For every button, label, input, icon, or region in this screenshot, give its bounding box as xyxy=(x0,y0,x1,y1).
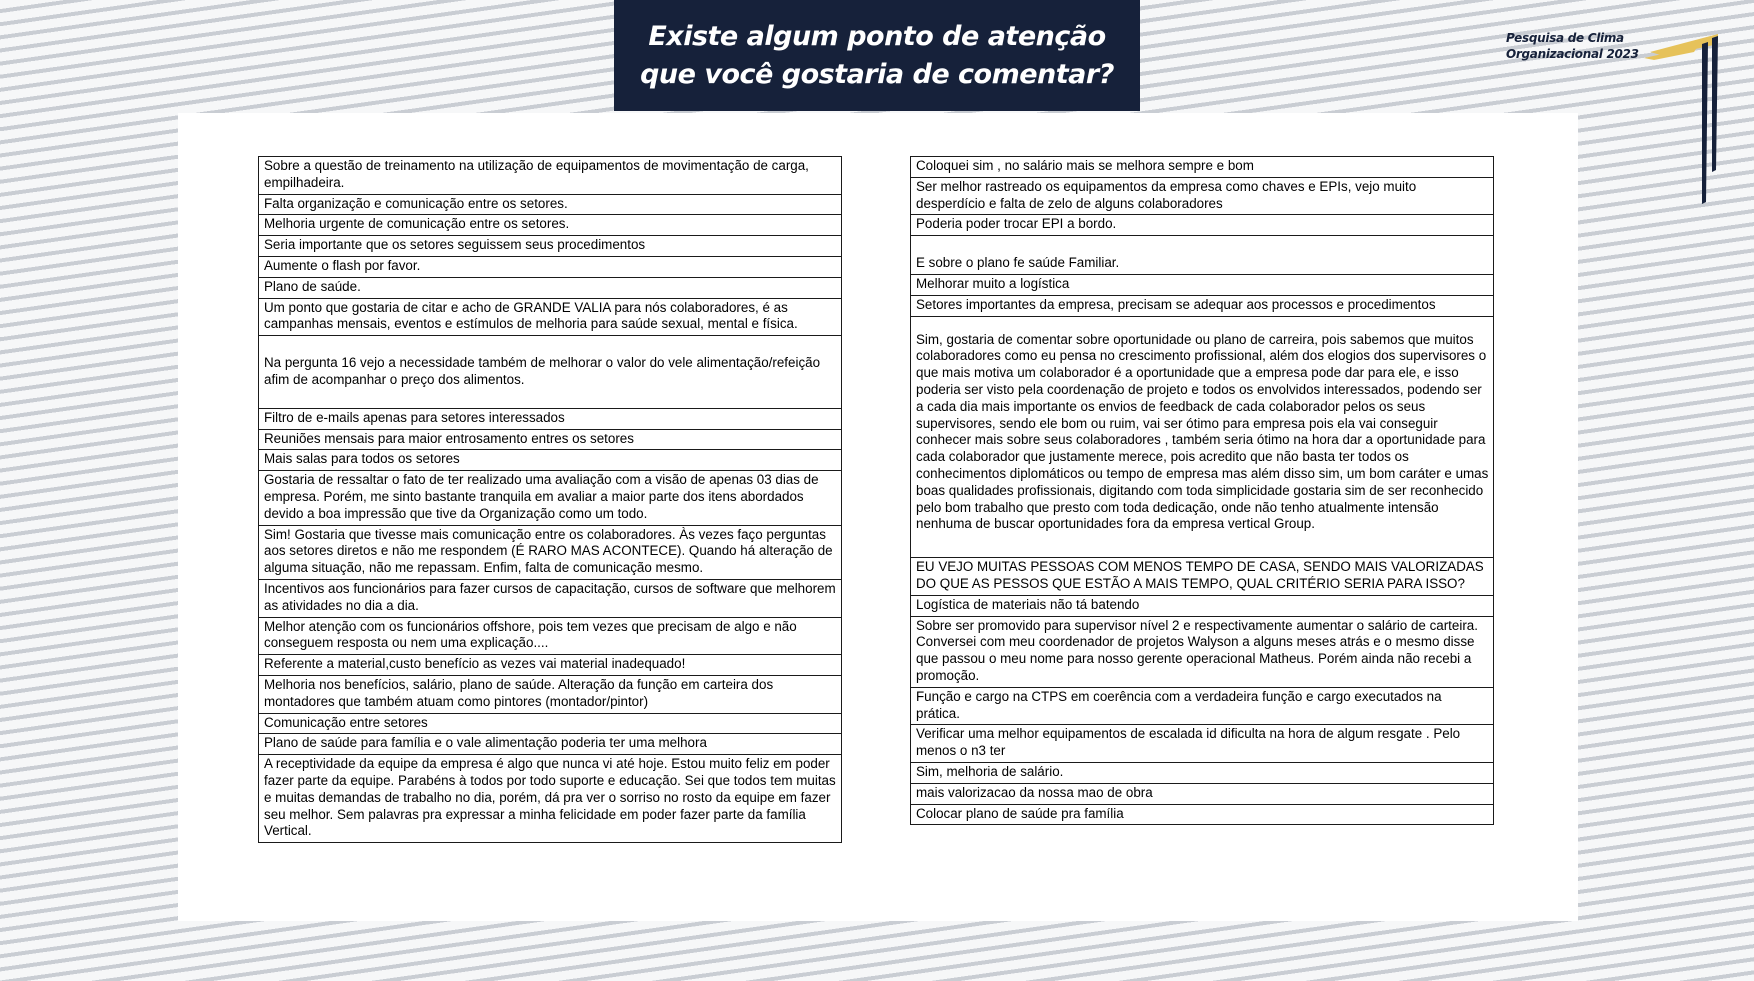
response-cell: Função e cargo na CTPS em coerência com a verdadeira função e cargo executados na prática. xyxy=(911,687,1494,725)
response-cell: mais valorizacao da nossa mao de obra xyxy=(911,783,1494,804)
response-cell: Sobre a questão de treinamento na utilização de equipamentos de movimentação de carga, empilhadeira. xyxy=(259,157,842,195)
title-line-2: que você gostaria de comentar? xyxy=(640,58,1114,90)
response-cell: Melhoria urgente de comunicação entre os setores. xyxy=(259,215,842,236)
table-row xyxy=(911,804,1494,825)
title-line-1: Existe algum ponto de atenção xyxy=(648,20,1106,52)
response-cell: Sim! Gostaria que tivesse mais comunicação entre os colaboradores. Às vezes faço perguntas aos setores diretos e não me respondem (É RARO MAS ACONTECE). Quando há alteração de alguma situação, não me repassam. Enfim, falta de comunicação mesmo. xyxy=(259,525,842,579)
table-row xyxy=(911,316,1494,558)
table-row xyxy=(911,274,1494,295)
response-cell: Reuniões mensais para maior entrosamento entres os setores xyxy=(259,429,842,450)
response-cell: Colocar plano de saúde pra família xyxy=(911,804,1494,825)
response-cell: Melhoria nos benefícios, salário, plano de saúde. Alteração da função em carteira dos montadores que também atuam como pintores (montador/pintor) xyxy=(259,675,842,713)
response-cell: Sobre ser promovido para supervisor nível 2 e respectivamente aumentar o salário de carteira. Conversei com meu coordenador de projetos Walyson a alguns meses atrás e o mesmo disse que passou o meu nome para nosso gerente operacional Matheus. Porém ainda não recebi a promoção. xyxy=(911,616,1494,687)
table-row xyxy=(259,256,842,277)
response-cell: Aumente o flash por favor. xyxy=(259,256,842,277)
table-row xyxy=(259,579,842,617)
responses-table-left xyxy=(258,156,842,843)
table-row xyxy=(911,595,1494,616)
table-row xyxy=(259,525,842,579)
table-row xyxy=(259,277,842,298)
response-cell: A receptividade da equipe da empresa é algo que nunca vi até hoje. Estou muito feliz em poder fazer parte da equipe. Parabéns à todos por todo suporte e educação. Sei que todos tem muitas e muitas demandas de trabalho no dia, porém, dá pra ver o sorriso no rosto da equipe em fazer seu melhor. Sem palavras pra expressar a minha felicidade em poder fazer parte da família Vertical. xyxy=(259,755,842,843)
table-row xyxy=(259,450,842,471)
response-cell: Melhor atenção com os funcionários offshore, pois tem vezes que precisam de algo e não conseguem resposta ou nem uma explicação.... xyxy=(259,617,842,655)
response-cell: Gostaria de ressaltar o fato de ter realizado uma avaliação com a visão de apenas 03 dias de empresa. Porém, me sinto bastante tranquila em avaliar a maior parte dos itens abordados devido a boa impressão que tive da Organização como um todo. xyxy=(259,471,842,525)
response-cell: Seria importante que os setores seguissem seus procedimentos xyxy=(259,236,842,257)
table-row xyxy=(259,471,842,525)
table-row xyxy=(259,408,842,429)
table-row xyxy=(259,655,842,676)
responses-panel xyxy=(178,113,1578,921)
response-cell: Filtro de e-mails apenas para setores interessados xyxy=(259,408,842,429)
response-cell: Na pergunta 16 vejo a necessidade também de melhorar o valor do vele alimentação/refeição afim de acompanhar o preço dos alimentos. xyxy=(259,336,842,409)
response-cell: Um ponto que gostaria de citar e acho de GRANDE VALIA para nós colaboradores, é as campanhas mensais, eventos e estímulos de melhoria para saúde sexual, mental e física. xyxy=(259,298,842,336)
table-row xyxy=(911,558,1494,596)
logo-navy-bar-1 xyxy=(1712,36,1718,172)
response-cell: Incentivos aos funcionários para fazer cursos de capacitação, cursos de software que melhorem as atividades no dia a dia. xyxy=(259,579,842,617)
table-row xyxy=(911,687,1494,725)
response-cell: Logística de materiais não tá batendo xyxy=(911,595,1494,616)
table-row xyxy=(911,157,1494,178)
table-row xyxy=(259,298,842,336)
response-cell: Ser melhor rastreado os equipamentos da empresa como chaves e EPIs, vejo muito desperdício e falta de zelo de alguns colaboradores xyxy=(911,177,1494,215)
table-row xyxy=(911,177,1494,215)
response-cell: Mais salas para todos os setores xyxy=(259,450,842,471)
table-row xyxy=(911,762,1494,783)
table-row xyxy=(259,675,842,713)
response-cell: Sim, melhoria de salário. xyxy=(911,762,1494,783)
response-cell: Falta organização e comunicação entre os setores. xyxy=(259,194,842,215)
table-row xyxy=(259,236,842,257)
response-cell: Referente a material,custo benefício as vezes vai material inadequado! xyxy=(259,655,842,676)
table-row xyxy=(911,616,1494,687)
response-cell: Plano de saúde para família e o vale alimentação poderia ter uma melhora xyxy=(259,734,842,755)
table-row xyxy=(259,157,842,195)
table-row xyxy=(911,295,1494,316)
brand-logo-icon xyxy=(1620,30,1720,210)
table-row xyxy=(259,194,842,215)
response-cell: Setores importantes da empresa, precisam se adequar aos processos e procedimentos xyxy=(911,295,1494,316)
response-cell: Melhorar muito a logística xyxy=(911,274,1494,295)
table-row xyxy=(259,713,842,734)
table-row xyxy=(259,755,842,843)
response-cell: Verificar uma melhor equipamentos de escalada id dificulta na hora de algum resgate . Pelo menos o n3 ter xyxy=(911,725,1494,763)
response-cell: Poderia poder trocar EPI a bordo. xyxy=(911,215,1494,236)
brand-line-2: Organizacional 2023 xyxy=(1506,47,1639,61)
response-cell: Plano de saúde. xyxy=(259,277,842,298)
table-row xyxy=(911,725,1494,763)
brand-line-1: Pesquisa de Clima xyxy=(1506,31,1624,45)
responses-table-right xyxy=(910,156,1494,825)
page-title xyxy=(614,0,1140,111)
table-row xyxy=(911,215,1494,236)
table-row xyxy=(259,734,842,755)
logo-navy-bar-2 xyxy=(1702,42,1708,204)
table-row xyxy=(259,429,842,450)
response-cell: EU VEJO MUITAS PESSOAS COM MENOS TEMPO DE CASA, SENDO MAIS VALORIZADAS DO QUE AS PESSOS QUE ESTÃO A MAIS TEMPO, QUAL CRITÉRIO SERIA PARA ISSO? xyxy=(911,558,1494,596)
response-cell: Comunicação entre setores xyxy=(259,713,842,734)
table-row xyxy=(259,215,842,236)
response-cell: Sim, gostaria de comentar sobre oportunidade ou plano de carreira, pois sabemos que muitos colaboradores como eu pensa no crescimento profissional, além dos elogios dos supervisores o que mais motiva um colaborador é a oportunidade que a empresa pode dar para ele, e isso poderia ser visto pela coordenação de projeto e todos os envolvidos interessados, podendo ser a cada dia mais importante os envios de feedback de cada colaborador pelos os seus supervisores, sendo ele bom ou ruim, vai ser ótimo para empresa pois ela vai conseguir conhecer mais sobre seus colaboradores , também seria ótimo na hora dar a oportunidade para cada colaborador que justamente merece, pois acredito que não basta ter todos os conhecimentos diplomáticos ou tempo de empresa mas além disso sim, um bom caráter e umas boas qualidades profissionais, digitando com toda simplicidade gostaria sim de ser reconhecido pelo bom trabalho que presto com toda dedicação, onde não tenho atualmente intensão nenhuma de buscar oportunidades fora da empresa vertical Group. xyxy=(911,316,1494,558)
response-cell: E sobre o plano fe saúde Familiar. xyxy=(911,236,1494,275)
table-row xyxy=(911,236,1494,275)
table-row xyxy=(259,336,842,409)
response-cell: Coloquei sim , no salário mais se melhora sempre e bom xyxy=(911,157,1494,178)
table-row xyxy=(911,783,1494,804)
table-row xyxy=(259,617,842,655)
